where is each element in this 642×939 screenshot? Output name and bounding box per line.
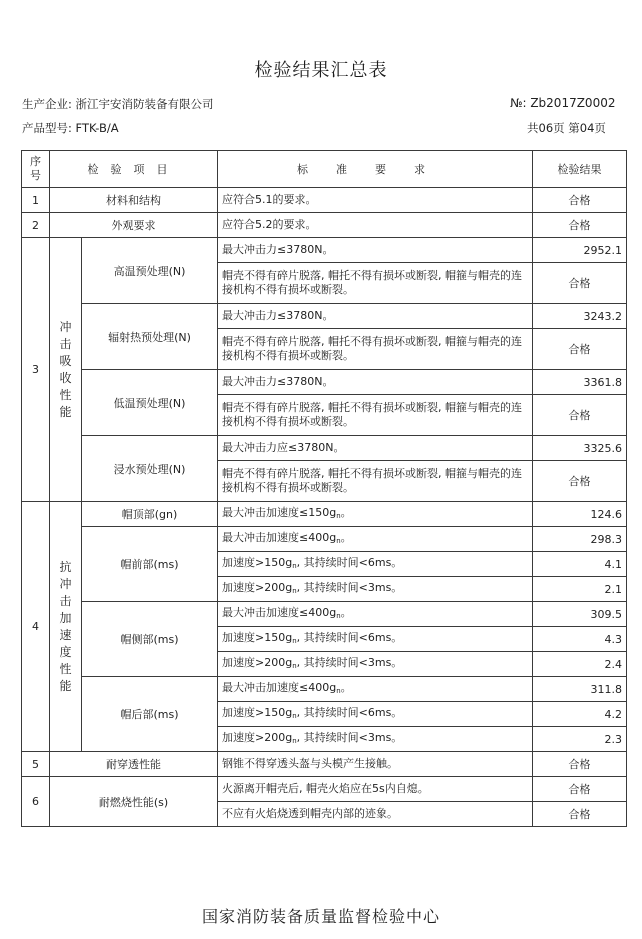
table-row	[22, 304, 627, 329]
result-cell: 309.5	[533, 602, 627, 627]
table-row	[22, 677, 627, 702]
result-cell: 3243.2	[533, 304, 627, 329]
standard-cell: 加速度>150gn, 其持续时间<6ms。	[218, 627, 533, 652]
standard-cell: 加速度>150gn, 其持续时间<6ms。	[218, 702, 533, 727]
manufacturer: 生产企业: 浙江宇安消防装备有限公司	[22, 97, 214, 111]
standard-cell: 加速度>200gn, 其持续时间<3ms。	[218, 652, 533, 677]
table-row	[22, 527, 627, 552]
result-cell: 298.3	[533, 527, 627, 552]
table-row	[22, 502, 627, 527]
standard-cell: 帽壳不得有碎片脱落, 帽托不得有损坏或断裂, 帽箍与帽壳的连接机构不得有损坏或断裂。	[218, 461, 533, 502]
seq-cell: 5	[22, 752, 50, 777]
table-row	[22, 370, 627, 395]
item-cell: 耐燃烧性能(s)	[50, 777, 218, 827]
table-row	[22, 188, 627, 213]
item-cell: 帽侧部(ms)	[82, 602, 218, 677]
standard-cell: 帽壳不得有碎片脱落, 帽托不得有损坏或断裂, 帽箍与帽壳的连接机构不得有损坏或断裂。	[218, 263, 533, 304]
item-cell: 帽顶部(gn)	[82, 502, 218, 527]
table-header-row	[22, 151, 627, 188]
item-cell: 外观要求	[50, 213, 218, 238]
result-cell: 311.8	[533, 677, 627, 702]
standard-cell: 火源离开帽壳后, 帽壳火焰应在5s内自熄。	[218, 777, 533, 802]
table-row	[22, 777, 627, 802]
result-cell: 合格	[533, 461, 627, 502]
standard-cell: 加速度>200gn, 其持续时间<3ms。	[218, 727, 533, 752]
result-cell: 合格	[533, 802, 627, 827]
result-cell: 合格	[533, 329, 627, 370]
standard-cell: 最大冲击加速度≤400gn。	[218, 602, 533, 627]
group-cell: 抗冲击加速度性能	[50, 502, 82, 752]
header-result: 检验结果	[533, 151, 627, 188]
product-model: 产品型号: FTK-B/A	[22, 121, 119, 135]
header-seq: 序号	[22, 151, 50, 188]
results-table	[21, 150, 627, 827]
result-cell: 3361.8	[533, 370, 627, 395]
result-cell: 4.3	[533, 627, 627, 652]
header-item: 检验项目	[50, 151, 218, 188]
item-cell: 高温预处理(N)	[82, 238, 218, 304]
item-cell: 帽后部(ms)	[82, 677, 218, 752]
standard-cell: 加速度>200gn, 其持续时间<3ms。	[218, 577, 533, 602]
table-row	[22, 238, 627, 263]
standard-cell: 帽壳不得有碎片脱落, 帽托不得有损坏或断裂, 帽箍与帽壳的连接机构不得有损坏或断裂。	[218, 395, 533, 436]
standard-cell: 应符合5.2的要求。	[218, 213, 533, 238]
table-row	[22, 436, 627, 461]
result-cell: 合格	[533, 213, 627, 238]
item-cell: 耐穿透性能	[50, 752, 218, 777]
standard-cell: 最大冲击加速度≤400gn。	[218, 527, 533, 552]
issuing-organization: 国家消防装备质量监督检验中心	[201, 907, 440, 926]
standard-cell: 应符合5.1的要求。	[218, 188, 533, 213]
result-cell: 2.3	[533, 727, 627, 752]
standard-cell: 最大冲击加速度≤150gn。	[218, 502, 533, 527]
item-cell: 材料和结构	[50, 188, 218, 213]
standard-cell: 加速度>150gn, 其持续时间<6ms。	[218, 552, 533, 577]
seq-cell: 1	[22, 188, 50, 213]
result-cell: 合格	[533, 263, 627, 304]
page-count: 共06页 第04页	[527, 121, 606, 135]
seq-cell: 4	[22, 502, 50, 752]
result-cell: 合格	[533, 777, 627, 802]
header-standard: 标准要求	[218, 151, 533, 188]
standard-cell: 最大冲击力≤3780N。	[218, 304, 533, 329]
seq-cell: 6	[22, 777, 50, 827]
result-cell: 2952.1	[533, 238, 627, 263]
standard-cell: 最大冲击力≤3780N。	[218, 238, 533, 263]
result-cell: 3325.6	[533, 436, 627, 461]
item-cell: 帽前部(ms)	[82, 527, 218, 602]
table-row	[22, 602, 627, 627]
table-row	[22, 752, 627, 777]
group-cell: 冲击吸收性能	[50, 238, 82, 502]
standard-cell: 最大冲击加速度≤400gn。	[218, 677, 533, 702]
standard-cell: 最大冲击力应≤3780N。	[218, 436, 533, 461]
result-cell: 2.4	[533, 652, 627, 677]
result-cell: 4.2	[533, 702, 627, 727]
item-cell: 低温预处理(N)	[82, 370, 218, 436]
seq-cell: 3	[22, 238, 50, 502]
table-row	[22, 213, 627, 238]
item-cell: 辐射热预处理(N)	[82, 304, 218, 370]
result-cell: 合格	[533, 395, 627, 436]
result-cell: 合格	[533, 188, 627, 213]
standard-cell: 最大冲击力≤3780N。	[218, 370, 533, 395]
result-cell: 4.1	[533, 552, 627, 577]
seq-cell: 2	[22, 213, 50, 238]
report-number: №: Zb2017Z0002	[510, 96, 616, 110]
result-cell: 合格	[533, 752, 627, 777]
standard-cell: 不应有火焰烧透到帽壳内部的迹象。	[218, 802, 533, 827]
standard-cell: 帽壳不得有碎片脱落, 帽托不得有损坏或断裂, 帽箍与帽壳的连接机构不得有损坏或断裂。	[218, 329, 533, 370]
item-cell: 浸水预处理(N)	[82, 436, 218, 502]
page-title: 检验结果汇总表	[254, 60, 388, 81]
result-cell: 124.6	[533, 502, 627, 527]
result-cell: 2.1	[533, 577, 627, 602]
standard-cell: 钢锥不得穿透头盔与头模产生接触。	[218, 752, 533, 777]
